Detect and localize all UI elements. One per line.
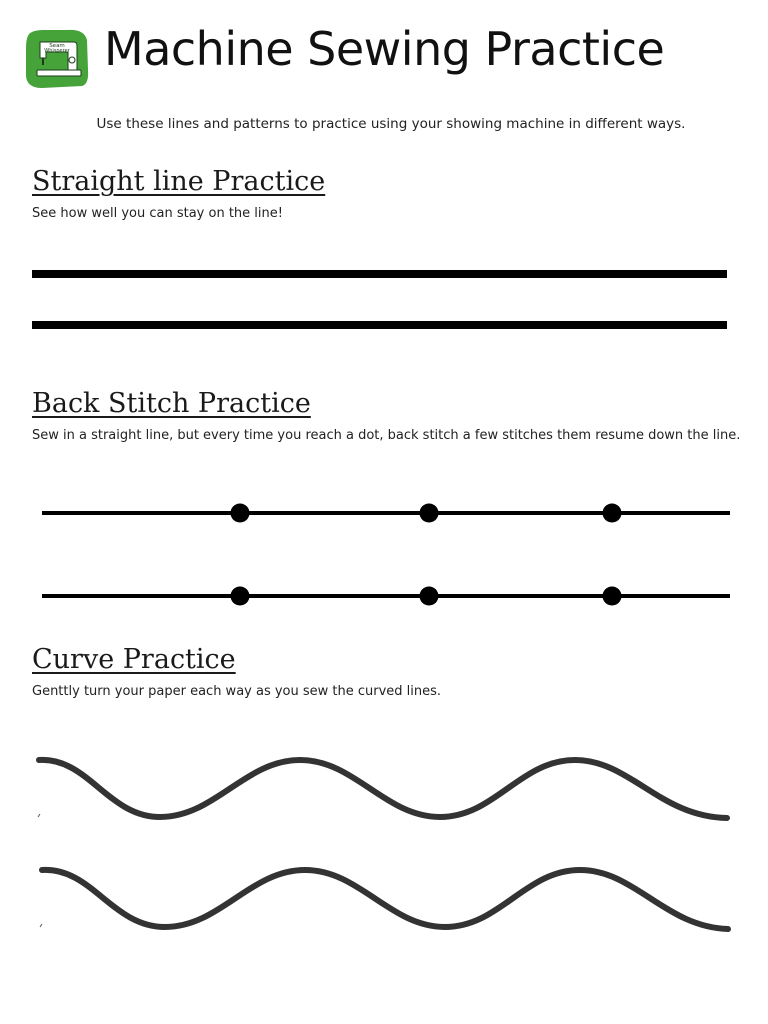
back-stitch-line-1 [42, 504, 730, 523]
curve-start-tick [38, 814, 40, 817]
curve-practice-line-1 [39, 760, 727, 818]
back-stitch-dot [603, 504, 622, 523]
page-title: Machine Sewing Practice [104, 22, 665, 76]
back-stitch-dot [231, 504, 250, 523]
back-stitch-heading: Back Stitch Practice [32, 388, 311, 419]
back-stitch-dot [420, 504, 439, 523]
straight-line-heading: Straight line Practice [32, 166, 326, 197]
back-stitch-dot [420, 587, 439, 606]
curve-heading: Curve Practice [32, 644, 236, 675]
straight-line-description: See how well you can stay on the line! [32, 206, 283, 221]
logo-text-line1: Seam [49, 43, 65, 49]
back-stitch-dot [231, 587, 250, 606]
curve-description: Genttly turn your paper each way as you sew the curved lines. [32, 684, 442, 699]
logo-text-line2: Whisperer [44, 48, 70, 54]
curve-practice-line-2 [42, 870, 728, 929]
back-stitch-description: Sew in a straight line, but every time you reach a dot, back stitch a few stitches them resume down the line. [32, 428, 741, 443]
straight-practice-line-2 [32, 321, 727, 329]
curve-start-tick [40, 924, 42, 927]
seam-whisperer-logo [24, 26, 90, 90]
curve-lines [0, 740, 768, 950]
intro-text: Use these lines and patterns to practice using your showing machine in different ways. [96, 116, 686, 132]
back-stitch-line-2 [42, 587, 730, 606]
straight-practice-line-1 [32, 270, 727, 278]
back-stitch-dot [603, 587, 622, 606]
back-stitch-lines [0, 490, 768, 620]
